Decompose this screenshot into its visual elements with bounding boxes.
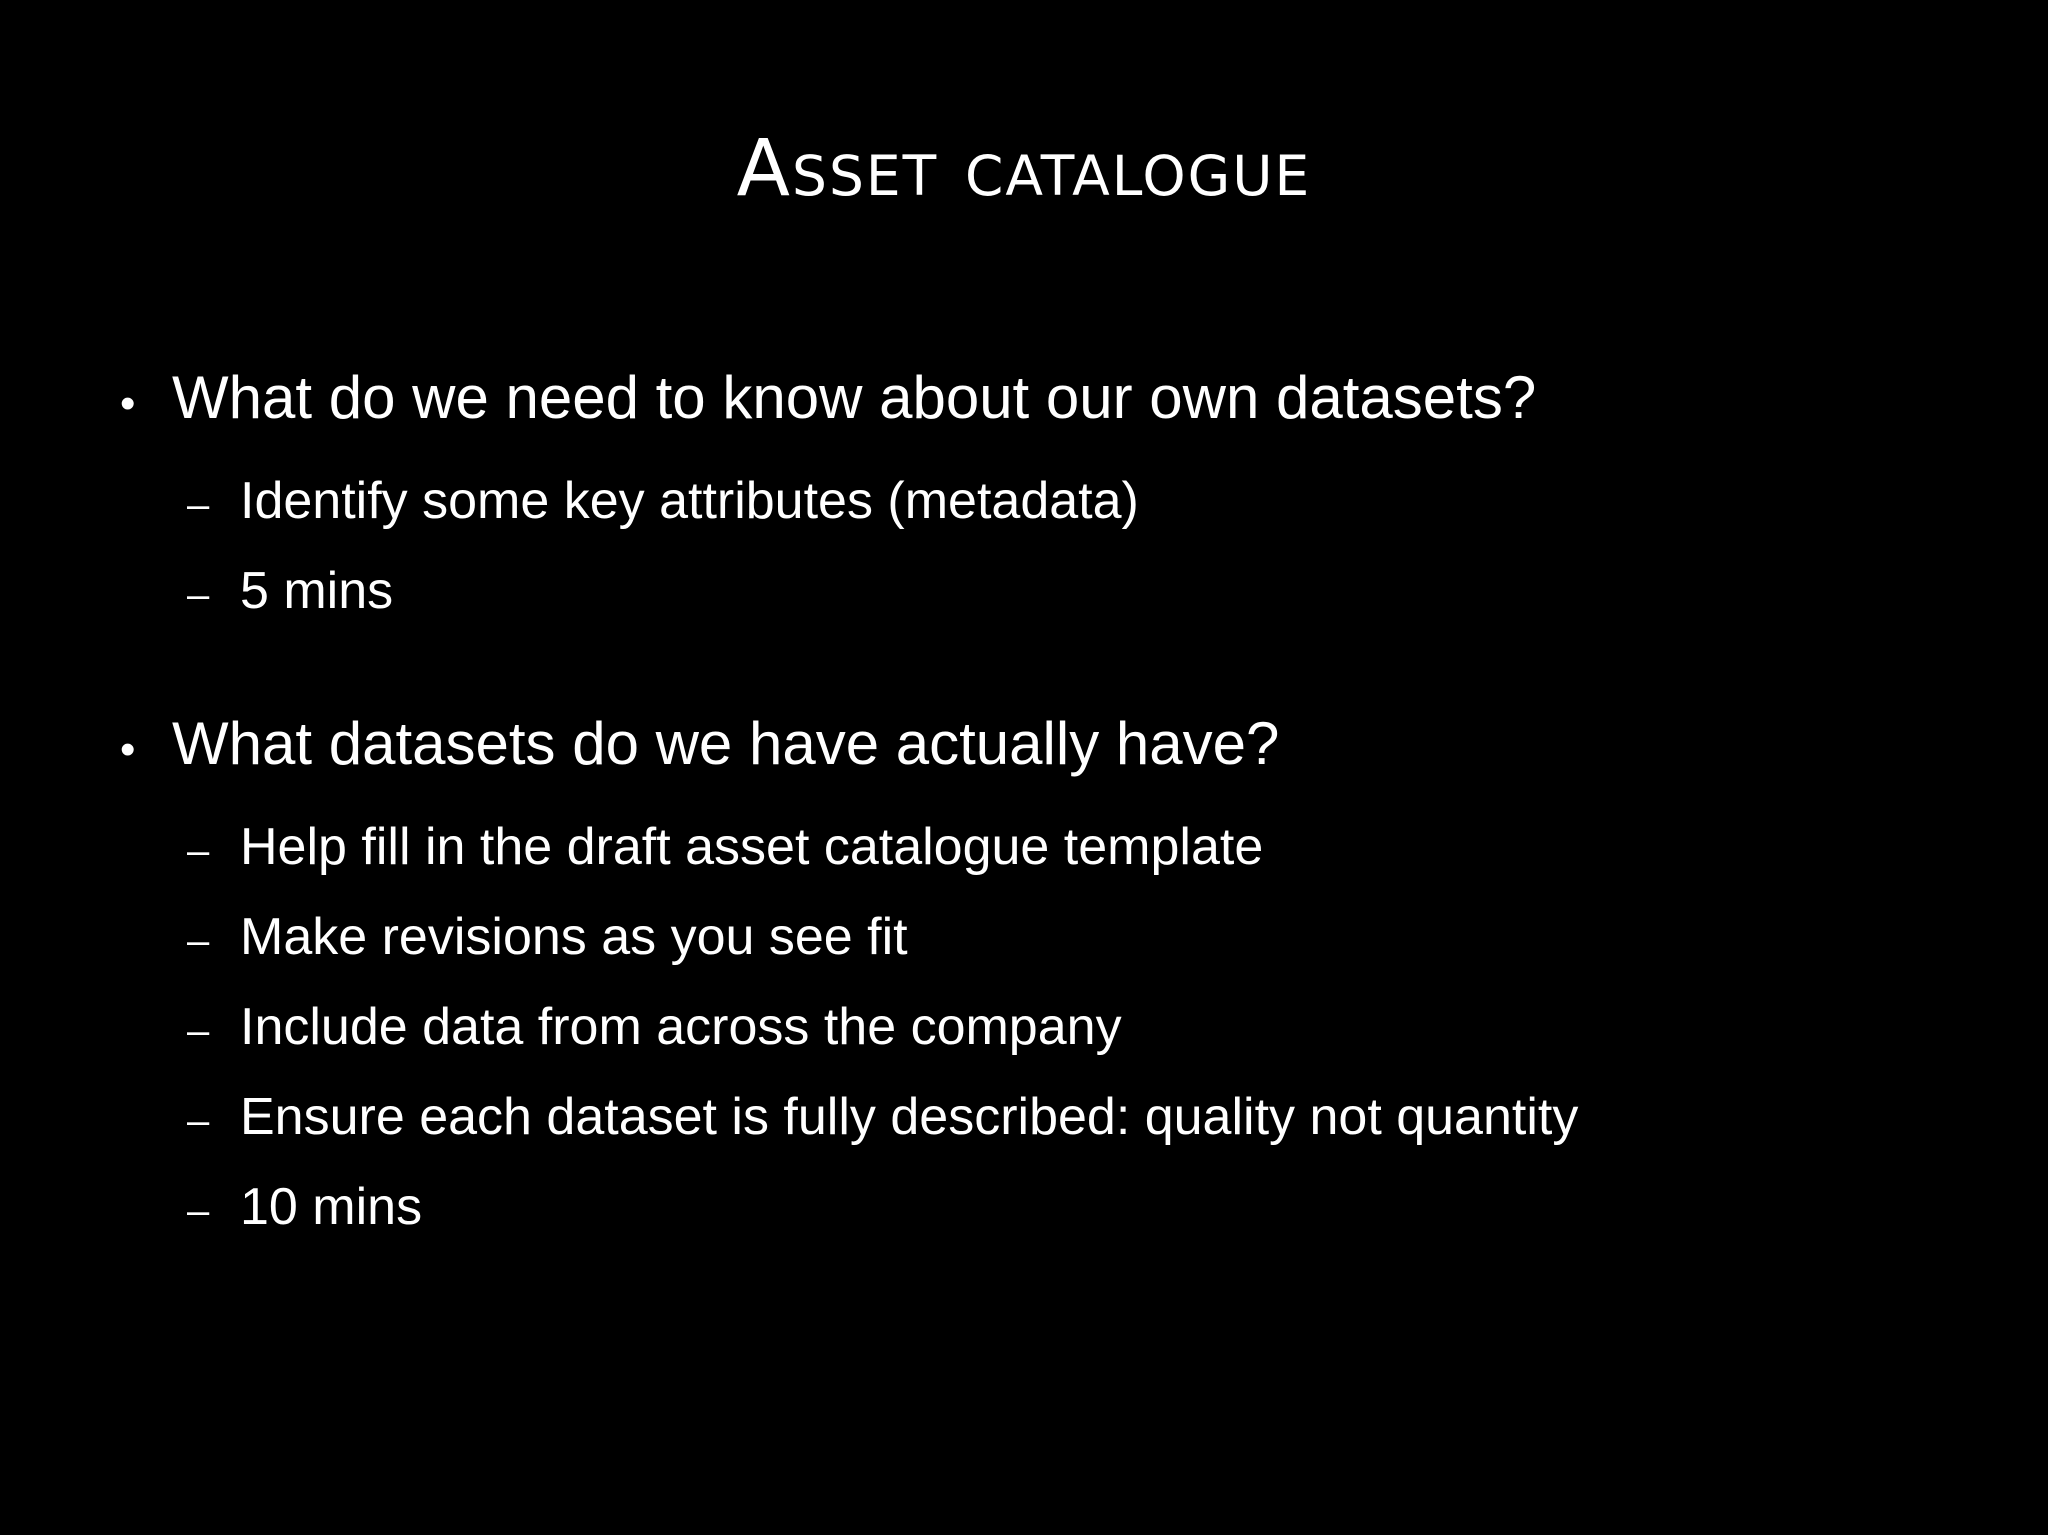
sub-list [187, 804, 1980, 1254]
sub-item-text: Include data from across the company [240, 998, 1122, 1056]
dash-icon: – [187, 573, 210, 617]
sub-item [187, 1164, 1980, 1254]
bullet-item [120, 708, 1980, 786]
bullet-text: What datasets do we have actually have? [172, 710, 1280, 777]
sub-item [187, 984, 1980, 1074]
dash-icon: – [187, 483, 210, 527]
sub-list [187, 458, 1980, 638]
sub-item-text: 5 mins [240, 562, 394, 620]
dash-icon: – [187, 1099, 210, 1143]
dash-icon: – [187, 919, 210, 963]
sub-item-text: 10 mins [240, 1178, 423, 1236]
dash-icon: – [187, 1189, 210, 1233]
sub-item [187, 894, 1980, 984]
sub-item [187, 804, 1980, 894]
slide-title: Asset catalogue [736, 124, 1312, 214]
dash-icon: – [187, 1009, 210, 1053]
slide-content [120, 362, 1980, 1254]
sub-item [187, 1074, 1980, 1164]
dash-icon: – [187, 829, 210, 873]
sub-item-text: Ensure each dataset is fully described: quality not quantity [240, 1088, 1579, 1146]
sub-item-text: Help fill in the draft asset catalogue template [240, 818, 1264, 876]
bullet-item [120, 362, 1980, 440]
bullet-dot-icon: • [120, 379, 136, 428]
sub-item [187, 458, 1980, 548]
bullet-group [120, 708, 1980, 1254]
bullet-text: What do we need to know about our own datasets? [172, 364, 1537, 431]
sub-item [187, 548, 1980, 638]
bullet-dot-icon: • [120, 725, 136, 774]
sub-item-text: Make revisions as you see fit [240, 908, 908, 966]
bullet-group [120, 362, 1980, 638]
sub-item-text: Identify some key attributes (metadata) [240, 472, 1139, 530]
